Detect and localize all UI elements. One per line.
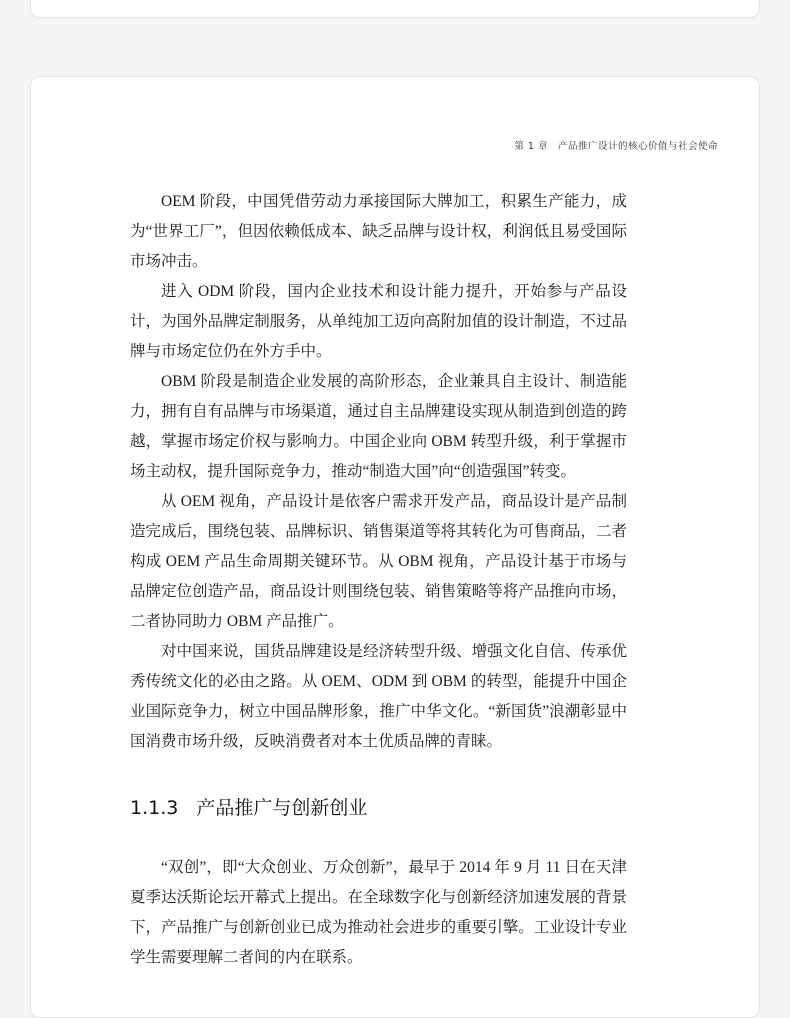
running-header: 第 1 章 产品推广设计的核心价值与社会使命 <box>514 141 718 152</box>
previous-page-card <box>30 0 760 18</box>
paragraph-innovation: “双创”，即“大众创业、万众创新”，最早于 2014 年 9 月 11 日在天津夏季达沃斯论坛开幕式上提出。在全球数字化与创新经济加速发展的背景下，产品推广与创新创业已成为推动社会进步的重要引擎。工业设计专业学生需要理解二者间的内在联系。 <box>130 859 627 966</box>
paragraph-national-brands: 对中国来说，国货品牌建设是经济转型升级、增强文化自信、传承优秀传统文化的必由之路。从 OEM、ODM 到 OBM 的转型，能提升中国企业国际竞争力，树立中国品牌形象，推广中华文化。“新国货”浪潮彰显中国消费市场升级，反映消费者对本土优质品牌的青睐。 <box>130 643 627 750</box>
section-heading <box>130 757 627 853</box>
document-page <box>30 76 760 1018</box>
paragraph-design-perspective: 从 OEM 视角，产品设计是依客户需求开发产品，商品设计是产品制造完成后，围绕包装、品牌标识、销售渠道等将其转化为可售商品，二者构成 OEM 产品生命周期关键环节。从 OBM 视角，产品设计基于市场与品牌定位创造产品，商品设计则围绕包装、销售策略等将产品推向市场，二者协同助力 OBM 产品推广。 <box>130 493 627 630</box>
paragraph-obm: OBM 阶段是制造企业发展的高阶形态，企业兼具自主设计、制造能力，拥有自有品牌与市场渠道，通过自主品牌建设实现从制造到创造的跨越，掌握市场定价权与影响力。中国企业向 OBM 转型升级，利于掌握市场主动权，提升国际竞争力，推动“制造大国”向“创造强国”转变。 <box>130 373 627 480</box>
paragraph-oem: OEM 阶段，中国凭借劳动力承接国际大牌加工，积累生产能力，成为“世界工厂”，但因依赖低成本、缺乏品牌与设计权，利润低且易受国际市场冲击。 <box>130 193 627 270</box>
paragraph-odm: 进入 ODM 阶段，国内企业技术和设计能力提升，开始参与产品设计，为国外品牌定制服务，从单纯加工迈向高附加值的设计制造，不过品牌与市场定位仍在外方手中。 <box>130 283 627 360</box>
page-body <box>130 187 627 973</box>
section-title: 产品推广与创新创业 <box>196 797 368 819</box>
section-number: 1.1.3 <box>130 797 179 819</box>
